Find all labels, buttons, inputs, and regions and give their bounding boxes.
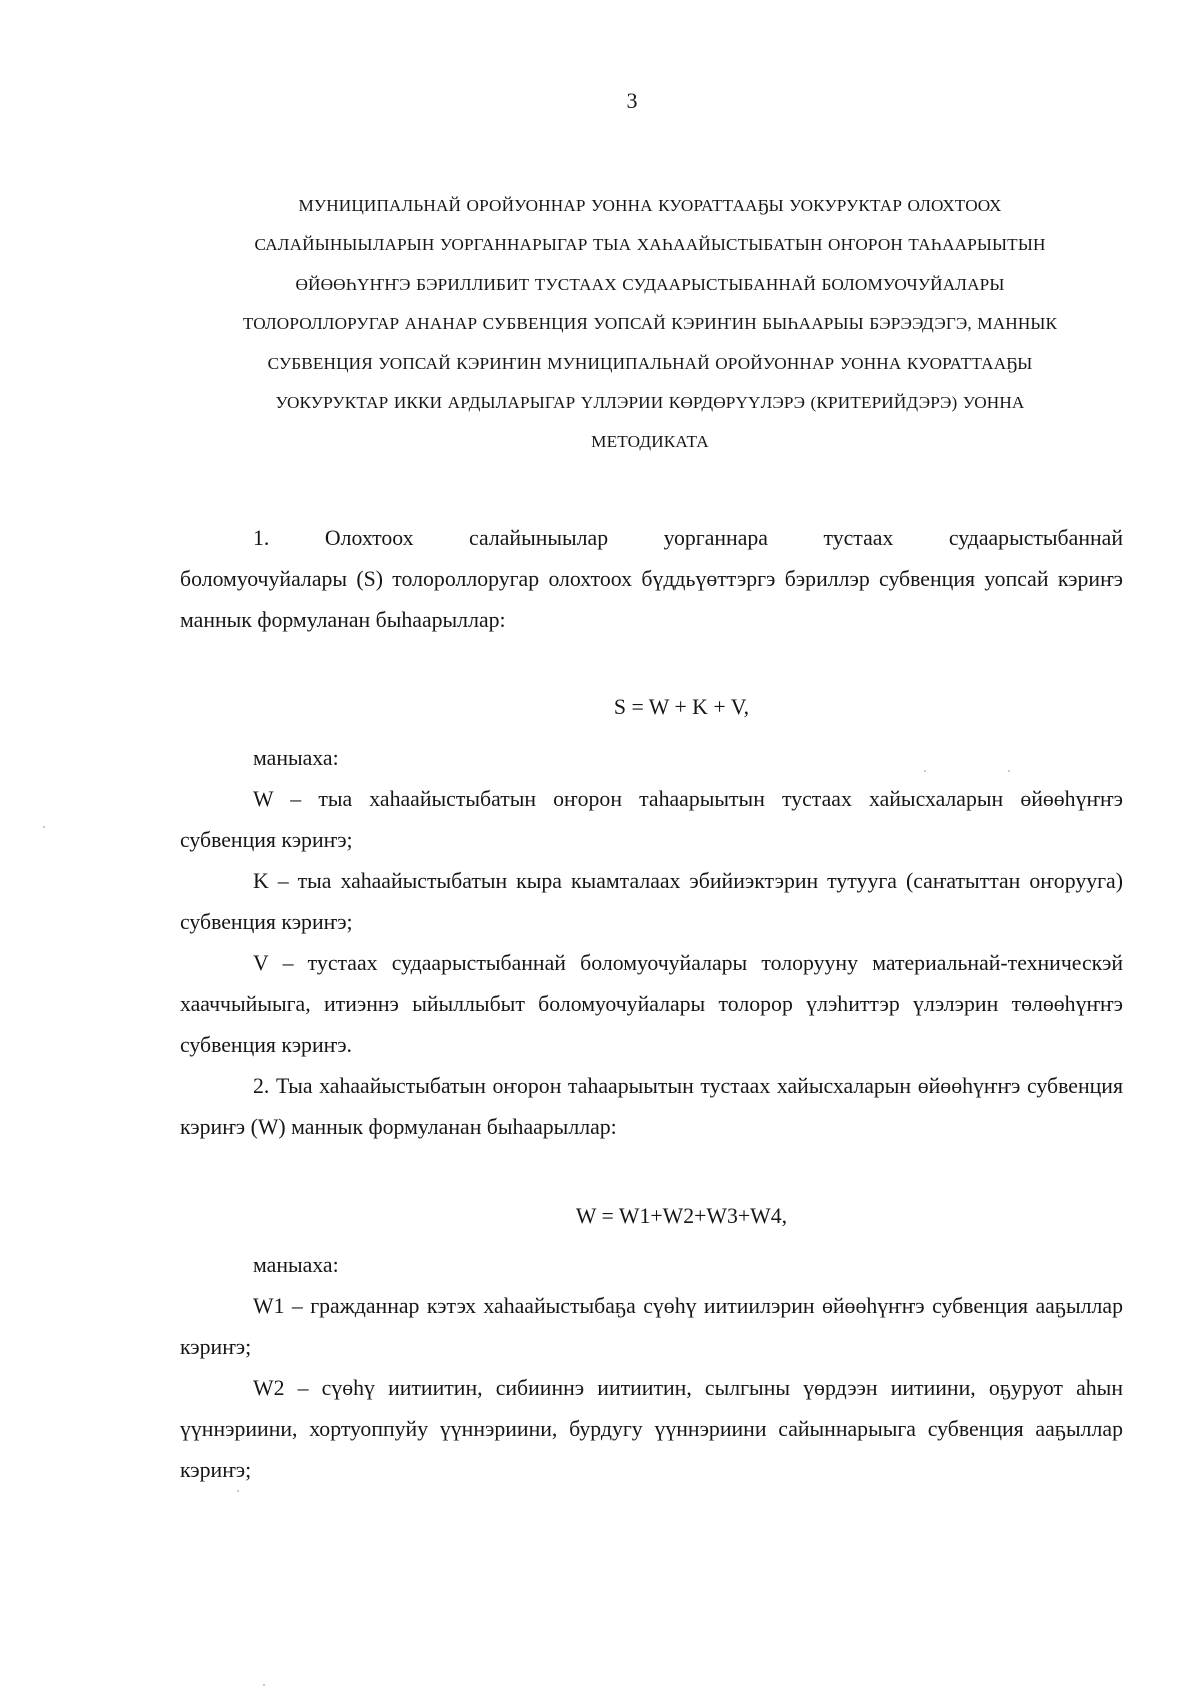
where-label: маныаха: <box>253 1253 339 1277</box>
title-line: САЛАЙЫНЫЫЛАРЫН УОРГАННАРЫГАР ТЫА ХАҺААЙЫСТЫБАТЫН ОҤОРОН ТАҺААРЫЫТЫН <box>254 235 1046 255</box>
definitions-block-2 <box>180 1245 1123 1491</box>
formula-s <box>180 687 1123 728</box>
formula-w <box>180 1196 1123 1237</box>
scan-speck <box>263 1684 265 1686</box>
formula-w-text: W = W1+W2+W3+W4, <box>575 1204 788 1228</box>
title-line: СУБВЕНЦИЯ УОПСАЙ КЭРИҤИН МУНИЦИПАЛЬНАЙ ОРОЙУОННАР УОННА КУОРАТТААҔЫ <box>267 353 1033 373</box>
formula-s-text: S = W + K + V, <box>613 695 750 719</box>
definition-v: V – тустаах судаарыстыбаннай боломуочуйалары толорууну материальнай-техническэй хааччыйыыга, итиэннэ ыйыллыбыт боломуочуйалары толорор үлэһиттэр үлэлэрин төлөөһүҥҥэ субвенция кэриҥэ. <box>180 951 1123 1057</box>
document-title <box>175 186 1125 462</box>
paragraph-2: 2. Тыа хаһаайыстыбатын оҥорон таһаарыытын тустаах хайысхаларын өйөөһүҥҥэ субвенция кэриҥэ (W) маннык формуланан быһаарыллар: <box>180 1074 1123 1139</box>
paragraph-1-first-line: 1. Олохтоох салайыныылар уорганнара тустаах судаарыстыбаннай <box>253 526 1123 550</box>
page-number: 3 <box>626 88 638 113</box>
where-label: маныаха: <box>253 746 339 770</box>
title-line: МЕТОДИКАТА <box>591 432 709 452</box>
title-line: МУНИЦИПАЛЬНАЙ ОРОЙУОННАР УОННА КУОРАТТААҔЫ УОКУРУКТАР ОЛОХТООХ <box>298 196 1002 215</box>
definition-w1: W1 – гражданнар кэтэх хаһаайыстыбаҕа сүөһү иитиилэрин өйөөһүҥҥэ субвенция ааҕыллар кэриҥэ; <box>180 1294 1123 1359</box>
definition-w2: W2 – сүөһү иитиитин, сибииннэ иитиитин, сылгыны үөрдээн иитиини, оҕуруот аһын үүннэриини, хортуоппуйу үүннэриини, бурдугу үүннэриини сайыннарыыга субвенция ааҕыллар кэриҥэ; <box>180 1376 1123 1482</box>
scan-speck <box>237 1490 239 1492</box>
paragraph-1-rest: боломуочуйалары (S) толороллоругар олохтоох бүддьүөттэргэ бэриллэр субвенция уопсай кэриҥэ маннык формуланан быһаарыллар: <box>180 567 1123 632</box>
definitions-block-1 <box>180 738 1123 1148</box>
scan-speck <box>924 770 926 772</box>
definition-k: K – тыа хаһаайыстыбатын кыра кыамталаах эбийиэктэрин тутууга (саҥатыттан оҥорууга) субвенция кэриҥэ; <box>180 869 1123 934</box>
definition-w: W – тыа хаһаайыстыбатын оҥорон таһаарыытын тустаах хайысхаларын өйөөһүҥҥэ субвенция кэриҥэ; <box>180 787 1123 852</box>
title-line: ТОЛОРОЛЛОРУГАР АНАНАР СУБВЕНЦИЯ УОПСАЙ КЭРИҤИН БЫҺААРЫЫ БЭРЭЭДЭГЭ, МАННЫК <box>242 314 1058 334</box>
paragraph-1 <box>180 518 1123 641</box>
title-line: УОКУРУКТАР ИККИ АРДЫЛАРЫГАР ҮЛЛЭРИИ КӨРДӨРҮҮЛЭРЭ (КРИТЕРИЙДЭРЭ) УОННА <box>275 392 1025 412</box>
title-line: ӨЙӨӨҺҮҤҤЭ БЭРИЛЛИБИТ ТУСТААХ СУДААРЫСТЫБАННАЙ БОЛОМУОЧУЙАЛАРЫ <box>295 274 1005 294</box>
scan-speck <box>43 826 45 828</box>
scan-speck <box>1008 770 1010 772</box>
